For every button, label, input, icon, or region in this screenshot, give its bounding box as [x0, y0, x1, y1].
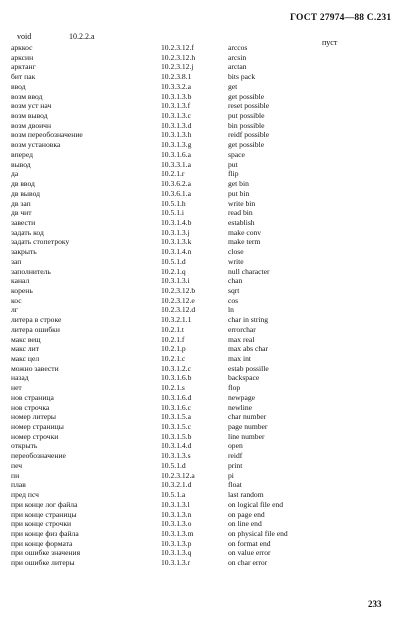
section-ref: 10.3.1.3.s [161, 451, 191, 461]
section-ref: 10.2.3.8.1 [161, 72, 192, 82]
table-row [11, 451, 391, 461]
russian-term: возм уст нач [11, 101, 52, 111]
russian-term: задать стопетроку [11, 237, 70, 247]
section-ref: 10.5.1.h [161, 198, 186, 208]
english-term: get possible [228, 91, 265, 101]
english-term: max real [228, 334, 255, 344]
english-term: reidf [228, 451, 243, 461]
section-ref: 10.3.1.5.b [161, 431, 192, 441]
russian-term: номер строчки [11, 431, 59, 441]
russian-term: плав [11, 480, 26, 490]
section-ref: 10.3.1.3.c [161, 111, 191, 121]
english-term: on format end [228, 538, 271, 548]
table-row [11, 539, 391, 549]
table-row [11, 130, 391, 140]
english-term: page number [228, 422, 268, 432]
english-term: read bin [228, 208, 253, 218]
russian-term: при ошибке литеры [11, 558, 75, 568]
section-ref: 10.3.2.1.1 [161, 315, 192, 325]
section-ref: 10.3.3.1.a [161, 159, 191, 169]
section-ref: 10.2.3.12.j [161, 62, 194, 72]
english-term: put possible [228, 111, 265, 121]
table-row [11, 461, 391, 471]
english-term: arcsin [228, 52, 247, 62]
section-ref: 10.2.1.c [161, 354, 186, 363]
english-term: last random [228, 490, 264, 500]
russian-term: номер литеры [11, 412, 57, 422]
russian-term: да [11, 169, 19, 179]
table-row [11, 62, 391, 72]
english-term: open [228, 441, 243, 451]
section-ref: 10.3.1.3.j [161, 227, 190, 237]
russian-term: пред псч [11, 490, 39, 500]
english-term: max abs char [228, 344, 269, 354]
russian-term: при конце страницы [11, 509, 77, 519]
english-term: get bin [228, 179, 249, 189]
section-ref: 10.3.1.3.n [161, 509, 192, 519]
section-ref: 10.3.1.3.i [161, 276, 190, 286]
table-row [11, 412, 391, 422]
table-row [11, 72, 391, 82]
english-term: chan [228, 276, 243, 286]
table-row [11, 169, 391, 179]
section-ref: 10.3.1.6.b [161, 373, 192, 383]
first-entry [17, 32, 95, 41]
english-term: write [228, 256, 244, 266]
english-term: flop [228, 383, 241, 393]
table-row [11, 92, 391, 102]
index-table [11, 43, 391, 568]
first-entry-term: void [17, 32, 32, 41]
english-term: print [228, 460, 243, 470]
table-row [11, 101, 391, 111]
russian-term: открыть [11, 441, 38, 451]
russian-term: вывод [11, 159, 31, 169]
table-row [11, 344, 391, 354]
russian-term: литера ошибки [11, 324, 60, 334]
russian-term: арккос [11, 43, 33, 52]
english-term: reidf possible [228, 130, 270, 140]
section-ref: 10.3.1.6.d [161, 392, 192, 402]
table-row [11, 121, 391, 131]
english-term: arccos [228, 43, 248, 52]
section-ref: 10.2.1.f [161, 334, 185, 344]
english-term: close [228, 247, 244, 257]
russian-term: печ [11, 460, 23, 470]
table-row [11, 53, 391, 63]
english-term: on logical file end [228, 499, 284, 509]
section-ref: 10.2.3.12.f [161, 43, 194, 52]
english-term: get [228, 81, 238, 91]
russian-term: макс цел [11, 354, 40, 363]
table-row [11, 548, 391, 558]
section-ref: 10.2.3.12.h [161, 52, 196, 62]
english-term: get possible [228, 140, 265, 150]
table-row [11, 276, 391, 286]
english-term: put bin [228, 188, 250, 198]
table-row [11, 267, 391, 277]
table-row [11, 422, 391, 432]
section-ref: 10.2.1.r [161, 169, 185, 179]
section-ref: 10.2.1.q [161, 266, 186, 276]
table-row [11, 383, 391, 393]
russian-term: корень [11, 285, 33, 295]
english-term: bin possible [228, 120, 265, 130]
section-ref: 10.3.1.3.q [161, 548, 192, 558]
table-row [11, 510, 391, 520]
section-ref: 10.3.1.3.d [161, 120, 192, 130]
table-row [11, 441, 391, 451]
table-row [11, 480, 391, 490]
table-row [11, 500, 391, 510]
english-term: newpage [228, 392, 255, 402]
english-term: bits pack [228, 72, 256, 82]
english-term: sqrt [228, 285, 240, 295]
russian-term: завести [11, 217, 36, 227]
section-ref: 10.3.1.2.c [161, 363, 191, 373]
russian-term: макс вещ [11, 334, 41, 344]
russian-term: нет [11, 383, 22, 393]
section-ref: 10.3.6.2.a [161, 179, 191, 189]
table-row [11, 286, 391, 296]
english-term: estab possille [228, 363, 269, 373]
russian-term: вперед [11, 149, 33, 159]
russian-term: зап [11, 256, 22, 266]
section-ref: 10.3.1.3.p [161, 538, 192, 548]
section-ref: 10.3.6.1.a [161, 188, 191, 198]
section-ref: 10.3.1.3.h [161, 130, 192, 140]
russian-term: дв ввод [11, 179, 35, 189]
table-row [11, 189, 391, 199]
russian-term: при конце формата [11, 538, 73, 548]
section-ref: 10.3.1.5.a [161, 412, 191, 422]
section-ref: 10.2.3.12.d [161, 305, 196, 315]
section-ref: 10.5.1.a [161, 490, 186, 500]
english-term: cos [228, 295, 239, 305]
russian-term: дв вывод [11, 188, 41, 198]
russian-term: возм вывод [11, 111, 48, 121]
russian-term: заполнитель [11, 266, 51, 276]
section-ref: 10.3.1.3.m [161, 528, 194, 538]
table-row [11, 82, 391, 92]
section-ref: 10.2.1.s [161, 383, 185, 393]
english-term: on char error [228, 558, 268, 568]
english-term: establish [228, 217, 255, 227]
russian-term: пи [11, 470, 20, 480]
russian-term: арксин [11, 52, 34, 62]
english-term: flip [228, 169, 239, 179]
russian-term: дв чит [11, 208, 32, 218]
table-row [11, 140, 391, 150]
section-ref: 10.2.3.12.b [161, 285, 196, 295]
section-ref: 10.3.1.3.r [161, 558, 191, 568]
table-row [11, 237, 391, 247]
table-row [11, 257, 391, 267]
english-term: make term [228, 237, 261, 247]
table-row [11, 150, 391, 160]
english-term: char in string [228, 315, 269, 325]
table-row [11, 160, 391, 170]
table-row [11, 393, 391, 403]
russian-term: при ошибке значения [11, 548, 81, 558]
section-ref: 10.2.3.12.a [161, 470, 195, 480]
english-term: write bin [228, 198, 256, 208]
table-row [11, 218, 391, 228]
table-row [11, 111, 391, 121]
table-row [11, 315, 391, 325]
table-row [11, 432, 391, 442]
english-term: on value error [228, 548, 271, 558]
english-term: char number [228, 412, 267, 422]
table-row [11, 529, 391, 539]
section-ref: 10.3.1.6.c [161, 402, 191, 412]
english-term: float [228, 480, 242, 490]
russian-term: нов строчка [11, 402, 50, 412]
english-term: null character [228, 266, 270, 276]
table-row [11, 490, 391, 500]
russian-term: бит пак [11, 72, 36, 82]
table-row [11, 305, 391, 315]
section-ref: 10.3.2.1.d [161, 480, 192, 490]
section-ref: 10.3.1.5.c [161, 422, 191, 432]
table-row [11, 296, 391, 306]
table-row [11, 208, 391, 218]
russian-term: макс лит [11, 344, 40, 354]
table-row [11, 519, 391, 529]
english-term: backspace [228, 373, 260, 383]
russian-term: возм ввод [11, 91, 43, 101]
section-ref: 10.2.1.t [161, 324, 184, 334]
table-row [11, 179, 391, 189]
english-term: on physical file end [228, 528, 288, 538]
english-term: arctan [228, 62, 247, 72]
russian-term: возм установка [11, 140, 61, 150]
russian-term: ввод [11, 81, 26, 91]
section-ref: 10.3.1.3.g [161, 140, 192, 150]
russian-term: при конце физ файла [11, 528, 79, 538]
section-ref: 10.3.1.3.f [161, 101, 191, 111]
table-row [11, 325, 391, 335]
section-ref: 10.2.3.12.e [161, 295, 195, 305]
first-entry-ref: 10.2.2.a [69, 32, 95, 41]
russian-term: назад [11, 373, 29, 383]
russian-term: канал [11, 276, 30, 286]
section-ref: 10.5.1.d [161, 460, 186, 470]
table-row [11, 354, 391, 364]
russian-term: закрыть [11, 247, 37, 257]
table-row [11, 335, 391, 345]
section-ref: 10.3.1.3.l [161, 499, 190, 509]
table-row [11, 373, 391, 383]
section-ref: 10.3.1.6.a [161, 149, 191, 159]
russian-term: возм переобозначение [11, 130, 83, 140]
section-ref: 10.3.3.2.a [161, 81, 191, 91]
english-term: errorchar [228, 324, 256, 334]
russian-term: кос [11, 295, 22, 305]
english-term: max int [228, 354, 251, 363]
table-row [11, 228, 391, 238]
table-row [11, 247, 391, 257]
page-number: 233 [368, 599, 382, 609]
russian-term: задать код [11, 227, 44, 237]
russian-term: арктанг [11, 62, 36, 72]
section-ref: 10.2.1.p [161, 344, 186, 354]
english-term: newline [228, 402, 253, 412]
section-ref: 10.3.1.3.k [161, 237, 192, 247]
russian-term: переобозначение [11, 451, 66, 461]
english-term: ln [228, 305, 234, 315]
english-term: space [228, 149, 245, 159]
russian-term: дв зап [11, 198, 31, 208]
section-ref: 10.5.1.i [161, 208, 184, 218]
russian-term: лг [11, 305, 18, 315]
russian-term: литера в строке [11, 315, 62, 325]
russian-term: при конце лог файла [11, 499, 78, 509]
table-row [11, 558, 391, 568]
russian-term: при конце строчки [11, 519, 72, 529]
right-note: пуст [322, 38, 338, 47]
english-term: line number [228, 431, 265, 441]
section-ref: 10.3.1.4.n [161, 247, 192, 257]
russian-term: можно завести [11, 363, 59, 373]
russian-term: возм двоичн [11, 120, 52, 130]
russian-term: номер страницы [11, 422, 64, 432]
english-term: make conv [228, 227, 262, 237]
section-ref: 10.3.1.4.b [161, 217, 192, 227]
english-term: pi [228, 470, 234, 480]
english-term: on page end [228, 509, 265, 519]
table-row [11, 471, 391, 481]
english-term: reset possible [228, 101, 270, 111]
table-row [11, 364, 391, 374]
section-ref: 10.3.1.4.d [161, 441, 192, 451]
page-header: ГОСТ 27974—88 С.231 [290, 13, 392, 23]
table-row [11, 43, 391, 53]
section-ref: 10.5.1.d [161, 256, 186, 266]
russian-term: нов страница [11, 392, 54, 402]
english-term: put [228, 159, 238, 169]
table-row [11, 403, 391, 413]
section-ref: 10.3.1.3.b [161, 91, 192, 101]
english-term: on line end [228, 519, 262, 529]
section-ref: 10.3.1.3.o [161, 519, 192, 529]
table-row [11, 199, 391, 209]
